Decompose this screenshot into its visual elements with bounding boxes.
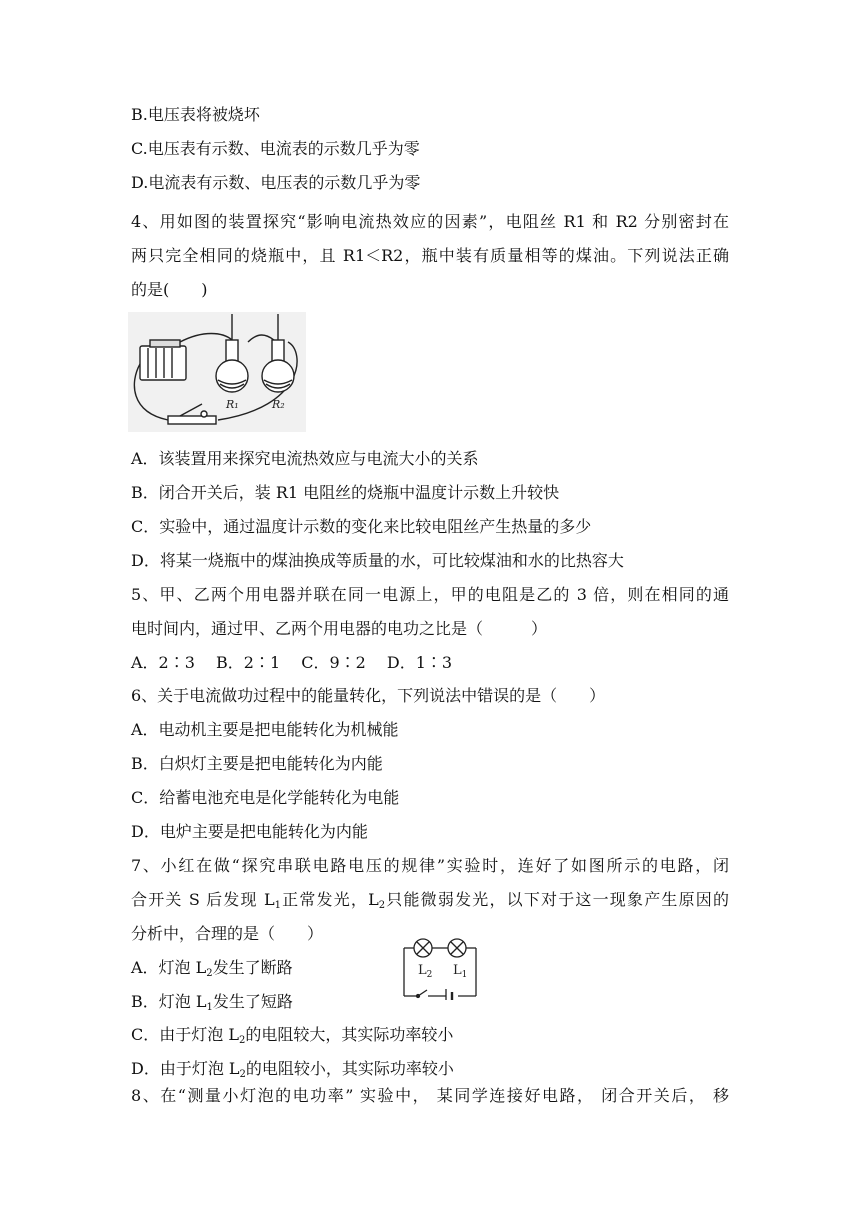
flask-r2-label: R₂	[272, 398, 285, 411]
q3-option-c: C.电压表有示数、电流表的示数几乎为零	[131, 139, 420, 158]
q4-stem-line2: 两只完全相同的烧瓶中，且 R1＜R2，瓶中装有质量相等的煤油。下列说法正确	[131, 246, 729, 265]
q5-stem-line1: 5、甲、乙两个用电器并联在同一电源上，甲的电阻是乙的 3 倍，则在相同的通	[131, 585, 729, 604]
q4-option-a: A．该装置用来探究电流热效应与电流大小的关系	[131, 449, 479, 468]
q5-stem-line2: 电时间内，通过甲、乙两个用电器的电功之比是（ ）	[131, 619, 548, 638]
q6-option-b: B．白炽灯主要是把电能转化为内能	[131, 754, 383, 773]
q7-option-c: C．由于灯泡 $L_2$的电阻较大，其实际功率较小	[131, 1025, 454, 1046]
q4-option-c: C．实验中，通过温度计示数的变化来比较电阻丝产生热量的多少	[131, 517, 592, 536]
q7-stem-line3: 分析中，合理的是（ ）	[131, 924, 324, 943]
q7-option-d: D．由于灯泡 $L_2$的电阻较小，其实际功率较小	[131, 1059, 454, 1080]
lamp-l1-icon	[448, 939, 466, 957]
switch-s-icon	[417, 990, 428, 998]
flask-r1-label: R₁	[226, 398, 239, 411]
battery-icon	[446, 989, 452, 1000]
lamp-l2-label: $L_2$	[418, 963, 433, 980]
q4-option-d: D．将某一烧瓶中的煤油换成等质量的水，可比较煤油和水的比热容大	[131, 551, 624, 570]
q7-stem-line1: 7、小红在做“探究串联电路电压的规律”实验时，连好了如图所示的电路，闭	[131, 856, 729, 875]
q5-options: A．2∶3 B．2∶1 C．9∶2 D．1∶3	[131, 653, 453, 672]
lamp-l1-label: $L_1$	[453, 963, 468, 980]
q7-circuit-figure	[398, 934, 482, 1000]
q6-stem: 6、关于电流做功过程中的能量转化，下列说法中错误的是（ ）	[131, 686, 606, 705]
q6-option-c: C．给蓄电池充电是化学能转化为电能	[131, 788, 400, 807]
lamp-l2-icon	[414, 939, 432, 957]
q4-option-b: B．闭合开关后，装 R1 电阻丝的烧瓶中温度计示数上升较快	[131, 483, 560, 502]
q6-option-a: A．电动机主要是把电能转化为机械能	[131, 720, 399, 739]
battery-icon	[140, 340, 186, 380]
q4-stem-line1: 4、用如图的装置探究“影响电流热效应的因素”，电阻丝 R1 和 R2 分别密封在	[131, 212, 729, 231]
q8-stem-line1: 8、在“测量小灯泡的电功率” 实验中， 某同学连接好电路， 闭合开关后， 移	[131, 1086, 729, 1105]
q3-option-b: B.电压表将被烧坏	[131, 105, 260, 124]
q7-stem-line2: 合开关 S 后发现 $L_1$正常发光，$L_2$只能微弱发光，以下对于这一现象产生原因的	[131, 890, 729, 911]
q4-apparatus-figure	[128, 312, 306, 432]
q4-stem-line3: 的是( )	[131, 280, 208, 299]
q7-option-a: A．灯泡 $L_2$发生了断路	[131, 958, 293, 979]
q7-option-b: B．灯泡 $L_1$发生了短路	[131, 992, 293, 1013]
q3-option-d: D.电流表有示数、电压表的示数几乎为零	[131, 173, 421, 192]
q6-option-d: D．电炉主要是把电能转化为内能	[131, 822, 368, 841]
